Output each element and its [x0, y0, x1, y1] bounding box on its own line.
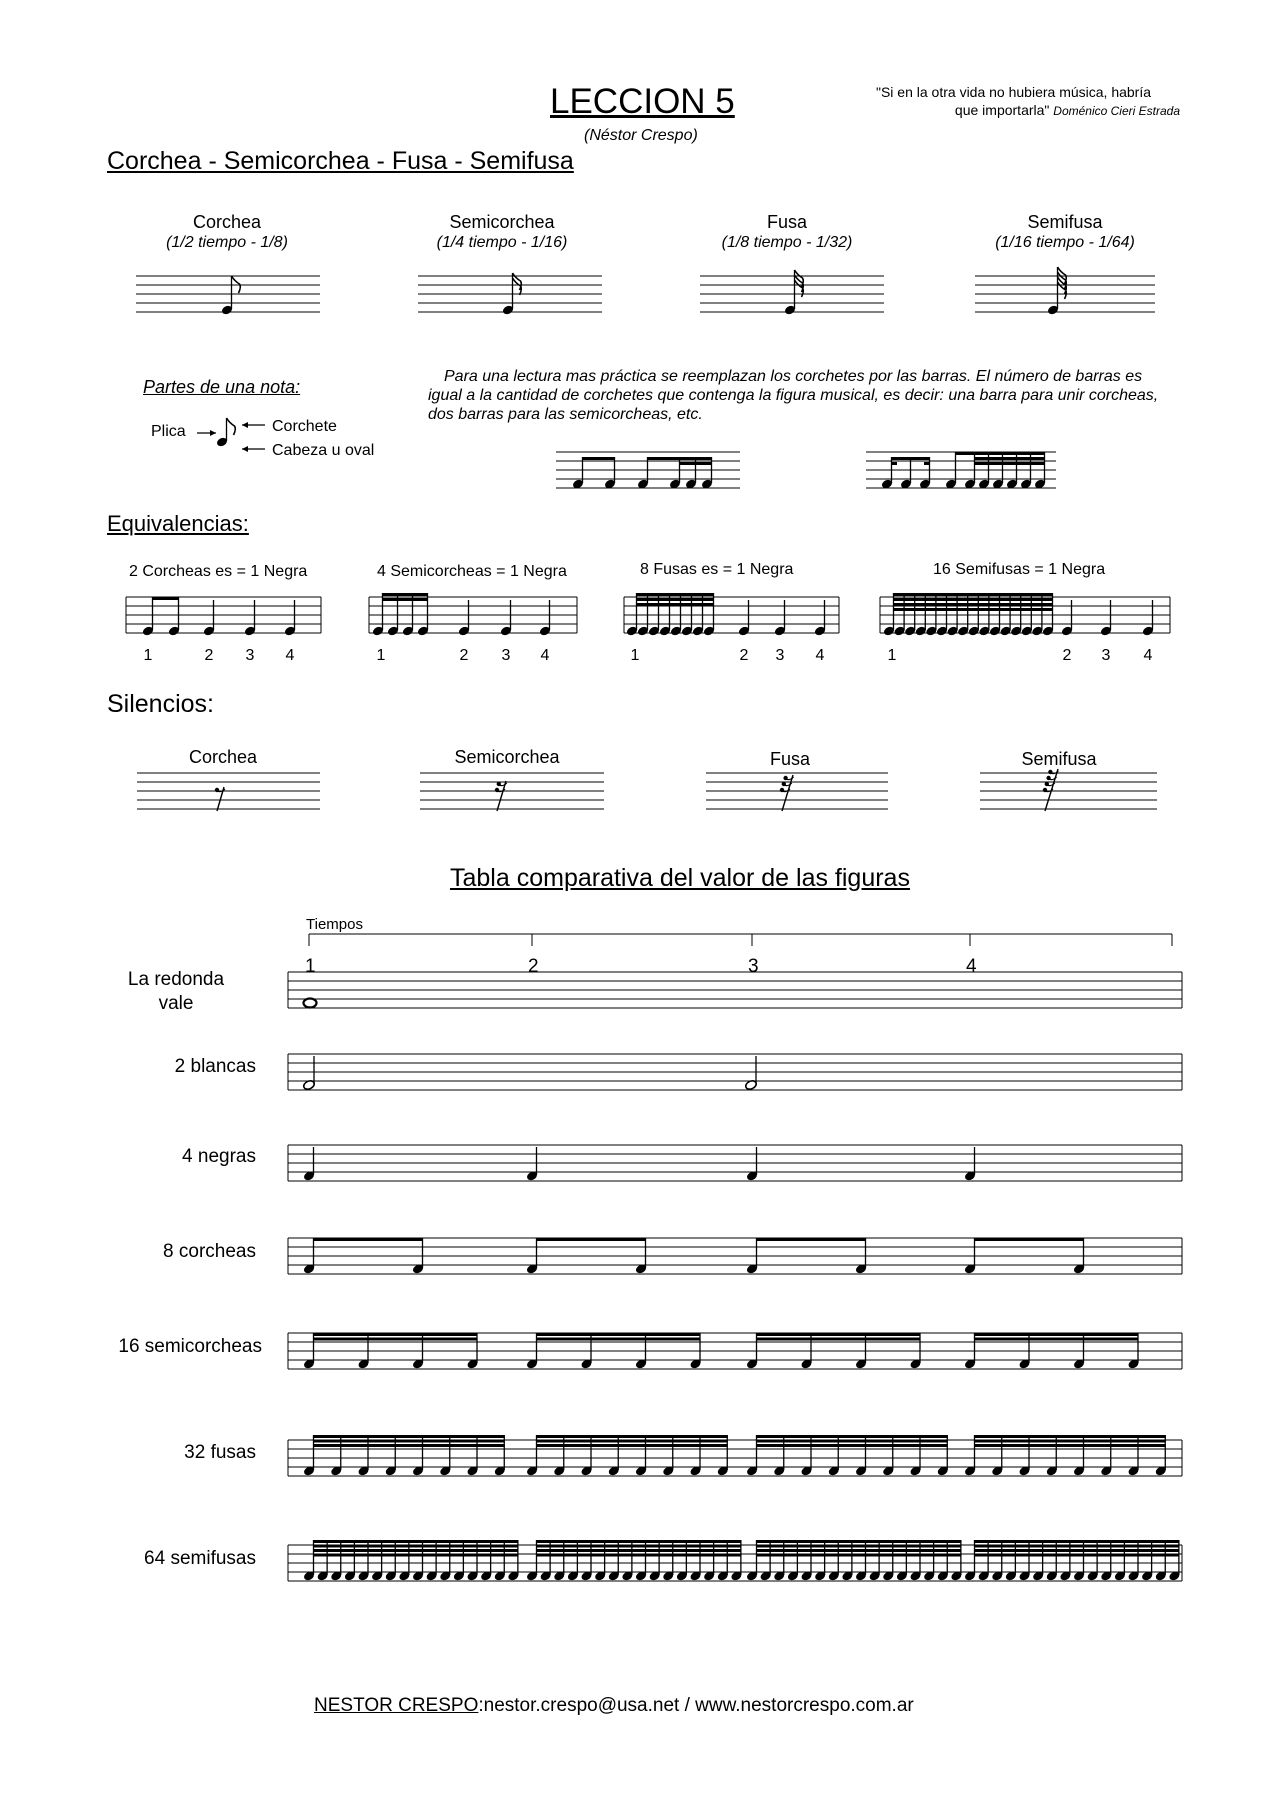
- equiv-2-group-beam: [382, 598, 428, 601]
- equiv-3-group-beam: [636, 598, 714, 601]
- parts-stem-label: Plica: [151, 423, 186, 440]
- table-row-6-group-4-beam: [974, 1435, 1166, 1438]
- rest-corchea-name: Corchea: [188, 747, 258, 767]
- table-row-7-group-4-beam: [974, 1540, 1179, 1543]
- rests-title: Silencios:: [107, 690, 214, 718]
- beam-example-2a-partial: [891, 462, 897, 465]
- beam-example-1b-second-beam: [679, 462, 712, 465]
- table-row-7-group-3-beam: [756, 1549, 961, 1552]
- equiv-4-beat-number: 1: [887, 647, 897, 664]
- table-row-label-5: 16 semicorcheas: [118, 1336, 262, 1357]
- equiv-1-beat-number: 3: [245, 647, 255, 664]
- table-row-5-group-1-beam: [313, 1338, 478, 1341]
- equiv-3-beat-number: 3: [775, 647, 785, 664]
- equiv-3-group-beam: [636, 603, 714, 606]
- equiv-1-beat-number: 2: [204, 647, 214, 664]
- equiv-3-beat-number: 1: [630, 647, 640, 664]
- page-title: LECCION 5: [550, 82, 735, 121]
- parts-head-arrow-tip: [242, 446, 248, 452]
- beam-example-2a-partial: [924, 462, 930, 465]
- table-row-4-group-2-beam: [536, 1238, 646, 1241]
- author: (Néstor Crespo): [584, 127, 698, 144]
- rest-semifusa-name: Semifusa: [1021, 749, 1097, 769]
- table-row-7-group-1-beam: [313, 1545, 518, 1548]
- table-row-7-group-3-beam: [756, 1540, 961, 1543]
- table-row-label-1-line1: La redonda: [127, 969, 225, 990]
- equiv-label-1: 2 Corcheas es = 1 Negra: [129, 563, 308, 580]
- table-row-6-group-3-beam: [756, 1440, 948, 1443]
- table-row-1-whole-note: [304, 999, 317, 1008]
- beams-explanation: Para una lectura mas práctica se reemplazan los corchetes por las barras. El número de barras es igual a la cantidad de corchetes que contenga la figura musical, es decir: una barra para unir corcheas, dos barras para las semicorcheas, etc.: [428, 368, 1159, 423]
- table-row-7-group-1-beam: [313, 1540, 518, 1543]
- figure-semifusa-name: Semifusa: [1027, 212, 1103, 232]
- quote-author: Doménico Cieri Estrada: [1053, 104, 1180, 118]
- table-beat-number: 3: [748, 956, 759, 977]
- table-row-label-3: 4 negras: [182, 1146, 256, 1167]
- table-row-7-group-4-beam: [974, 1545, 1179, 1548]
- quote-line-1: "Si en la otra vida no hubiera música, habría: [876, 84, 1152, 100]
- figure-semicorchea-value: (1/4 tiempo - 1/16): [436, 234, 568, 251]
- parts-stem-arrow-tip: [210, 430, 216, 436]
- equiv-4-beat-number: 4: [1143, 647, 1153, 664]
- table-row-5-group-3-beam: [756, 1338, 921, 1341]
- table-row-label-4: 8 corcheas: [163, 1241, 256, 1262]
- figure-fusa-value: (1/8 tiempo - 1/32): [721, 234, 853, 251]
- equiv-label-4: 16 Semifusas = 1 Negra: [933, 561, 1106, 578]
- equiv-4-group-beam: [893, 593, 1053, 596]
- table-row-6-group-3-beam: [756, 1435, 948, 1438]
- equiv-2-group-beam: [382, 593, 428, 596]
- table-beat-number: 1: [305, 956, 316, 977]
- table-title: Tabla comparativa del valor de las figuras: [450, 864, 910, 892]
- table-row-7-group-2-beam: [536, 1540, 741, 1543]
- rest-semicorchea-name: Semicorchea: [454, 747, 560, 767]
- table-row-6-group-2-beam: [536, 1435, 728, 1438]
- equiv-4-group-beam: [893, 598, 1053, 601]
- table-row-4-group-1-beam: [313, 1238, 423, 1241]
- table-row-6-group-4-beam: [974, 1440, 1166, 1443]
- figure-fusa-name: Fusa: [766, 212, 808, 232]
- equiv-1-beat-number: 1: [143, 647, 153, 664]
- equiv-2-beat-number: 1: [376, 647, 386, 664]
- table-row-5-group-4-beam: [974, 1338, 1139, 1341]
- equiv-3-beat-number: 2: [739, 647, 749, 664]
- table-row-7-group-2-beam: [536, 1545, 741, 1548]
- equiv-1-group-beam: [152, 597, 179, 600]
- equiv-4-group-beam: [893, 608, 1053, 611]
- equiv-4-group-beam: [893, 603, 1053, 606]
- table-row-5-group-2-beam: [536, 1338, 701, 1341]
- table-row-5-group-3-beam: [756, 1333, 921, 1336]
- table-row-7-group-2-beam: [536, 1554, 741, 1557]
- equiv-1-beat-number: 4: [285, 647, 295, 664]
- equiv-3-group-beam: [636, 593, 714, 596]
- table-row-7-group-4-beam: [974, 1554, 1179, 1557]
- equiv-3-beat-number: 4: [815, 647, 825, 664]
- equiv-label-3: 8 Fusas es = 1 Negra: [640, 561, 794, 578]
- subtitle: Corchea - Semicorchea - Fusa - Semifusa: [107, 147, 574, 175]
- table-row-5-group-4-beam: [974, 1333, 1139, 1336]
- figure-semifusa-value: (1/16 tiempo - 1/64): [995, 234, 1135, 251]
- parts-title: Partes de una nota:: [143, 377, 301, 397]
- table-beat-number: 2: [528, 956, 539, 977]
- table-row-7-group-4-beam: [974, 1549, 1179, 1552]
- footer-contact: :nestor.crespo@usa.net / www.nestorcrespo.com.ar: [478, 1695, 914, 1716]
- rest-fusa-name: Fusa: [769, 749, 811, 769]
- footer-name: NESTOR CRESPO: [314, 1695, 479, 1716]
- beam-example-1a-beam: [582, 457, 615, 460]
- table-row-7-group-1-beam: [313, 1549, 518, 1552]
- table-row-5-group-2-beam: [536, 1333, 701, 1336]
- figure-corchea-value: (1/2 tiempo - 1/8): [166, 234, 288, 251]
- beam-example-2b-beam2: [975, 457, 1045, 460]
- table-row-6-group-1-beam: [313, 1435, 505, 1438]
- beam-example-2a-beam: [891, 457, 930, 460]
- figure-semicorchea-name: Semicorchea: [449, 212, 555, 232]
- table-row-7-group-2-beam: [536, 1549, 741, 1552]
- table-beats-label: Tiempos: [306, 916, 363, 933]
- equiv-4-beat-number: 3: [1101, 647, 1111, 664]
- table-row-7-group-3-beam: [756, 1554, 961, 1557]
- rest-3-stem: [782, 775, 793, 811]
- table-row-label-1-line2: vale: [158, 993, 194, 1014]
- table-row-7-group-1-beam: [313, 1554, 518, 1557]
- equiv-2-beat-number: 4: [540, 647, 550, 664]
- parts-note-flag-1: [227, 418, 236, 435]
- table-row-label-2: 2 blancas: [174, 1056, 256, 1077]
- table-row-label-7: 64 semifusas: [144, 1548, 256, 1569]
- table-row-label-6: 32 fusas: [184, 1442, 256, 1463]
- table-row-6-group-3-beam: [756, 1444, 948, 1447]
- parts-flag-label: Corchete: [272, 418, 337, 435]
- table-row-5-group-1-beam: [313, 1333, 478, 1336]
- equivalences-title: Equivalencias:: [107, 511, 249, 536]
- equiv-2-beat-number: 3: [501, 647, 511, 664]
- equiv-4-beat-number: 2: [1062, 647, 1072, 664]
- figure-corchea-name: Corchea: [192, 212, 262, 232]
- table-row-4-group-4-beam: [974, 1238, 1084, 1241]
- table-row-4-group-3-beam: [756, 1238, 866, 1241]
- beam-example-1b-beam: [647, 457, 712, 460]
- table-beat-number: 4: [966, 956, 977, 977]
- beam-example-2b-beam3: [975, 462, 1045, 465]
- table-row-6-group-2-beam: [536, 1444, 728, 1447]
- table-row-6-group-1-beam: [313, 1444, 505, 1447]
- beam-example-2b-beam: [955, 452, 1045, 455]
- table-row-7-group-3-beam: [756, 1545, 961, 1548]
- table-row-6-group-4-beam: [974, 1444, 1166, 1447]
- equiv-label-2: 4 Semicorcheas = 1 Negra: [377, 563, 567, 580]
- equiv-2-beat-number: 2: [459, 647, 469, 664]
- parts-head-label: Cabeza u oval: [272, 442, 375, 459]
- quote-text: que importarla": [954, 102, 1050, 118]
- parts-flag-arrow-tip: [242, 422, 248, 428]
- table-row-6-group-2-beam: [536, 1440, 728, 1443]
- table-row-6-group-1-beam: [313, 1440, 505, 1443]
